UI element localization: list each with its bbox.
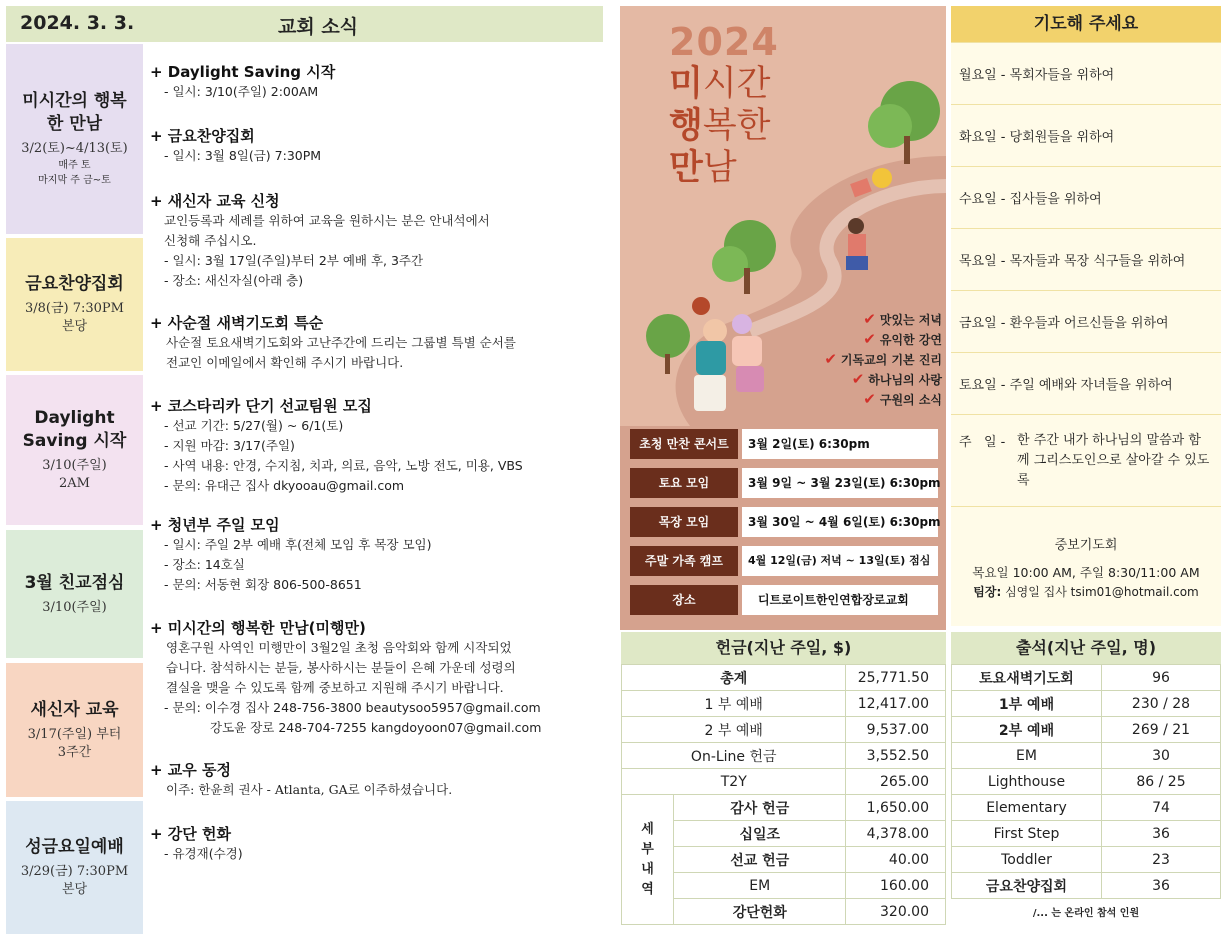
event-box-friday-praise [6, 238, 143, 371]
table-cell: 2 부 예배 [622, 717, 846, 743]
table-row [952, 873, 1221, 899]
table-cell: 총계 [622, 665, 846, 691]
news-line: - 일시: 3/10(주일) 2:00AM [164, 84, 319, 99]
table-row [952, 717, 1221, 743]
news-line: 전교인 이메일에서 확인해 주시기 바랍니다. [166, 355, 404, 370]
table-cell: 269 / 21 [1102, 717, 1221, 743]
news-line: 교인등록과 세례를 위하여 교육을 원하시는 분은 안내석에서 [164, 213, 490, 228]
table-cell: 9,537.00 [846, 717, 946, 743]
prayer-item: 목요일 - 목자들과 목장 식구들을 위하여 [951, 228, 1221, 290]
news-item [150, 618, 600, 738]
event-sub: 마지막 주 금~토 [38, 175, 111, 186]
check-item: ✔ 유익한 강연 [863, 330, 942, 348]
news-item [150, 760, 600, 800]
intercession-leader-row [973, 583, 1198, 600]
intercession-time: 목요일 10:00 AM, 주일 8:30/11:00 AM [972, 564, 1200, 580]
event-date: 3/2(토)~4/13(토) [21, 141, 128, 156]
table-cell: 4,378.00 [846, 821, 946, 847]
news-line: - 일시: 주일 2부 예배 후(전체 모임 후 목장 모임) [164, 537, 432, 552]
schedule-row [630, 585, 938, 615]
schedule-row [630, 546, 938, 576]
table-row [622, 691, 946, 717]
table-cell: 금요찬양집회 [952, 873, 1102, 899]
news-line: 습니다. 참석하시는 분들, 봉사하시는 분들이 은혜 가운데 성령의 [166, 660, 516, 675]
table-cell: 십일조 [674, 821, 846, 847]
poster-title-bold: 미 [669, 64, 703, 104]
poster-title-line [669, 106, 770, 146]
news-line: 결실을 맺을 수 있도록 함께 중보하고 지원해 주시기 바랍니다. [166, 680, 504, 695]
event-box-good-friday [6, 801, 143, 934]
news-line: 신청해 주십시오. [164, 233, 257, 248]
news-item [150, 313, 600, 373]
news-line: 영혼구원 사역인 미행만이 3월2일 초청 음악회와 함께 시작되었 [166, 640, 512, 655]
table-cell: 265.00 [846, 769, 946, 795]
table-row [622, 743, 946, 769]
event-box-lunch [6, 530, 143, 658]
prayer-item: 월요일 - 목회자들을 위하여 [951, 42, 1221, 104]
event-title: 금요찬양집회 [25, 274, 124, 294]
table-cell: 1 부 예배 [622, 691, 846, 717]
event-box-newcomer [6, 663, 143, 797]
table-cell: First Step [952, 821, 1102, 847]
table-cell: 74 [1102, 795, 1221, 821]
table-cell: Lighthouse [952, 769, 1102, 795]
table-cell: 1부 예배 [952, 691, 1102, 717]
table-row [952, 743, 1221, 769]
check-item: ✔ 하나님의 사랑 [851, 370, 942, 388]
poster-title-line [669, 148, 737, 188]
schedule-value: 3월 30일 ~ 4월 6일(토) 6:30pm [742, 507, 938, 537]
offering-table [621, 664, 946, 925]
news-line: 이주: 한윤희 권사 - Atlanta, GA로 이주하셨습니다. [166, 782, 453, 797]
table-cell: EM [674, 873, 846, 899]
table-row [622, 769, 946, 795]
table-row [622, 717, 946, 743]
event-date: 3/10(주일) [42, 458, 107, 473]
table-row [952, 665, 1221, 691]
poster-title-light: 시간 [702, 64, 771, 104]
prayer-item: 수요일 - 집사들을 위하여 [951, 166, 1221, 228]
news-title: + 교우 동정 [150, 761, 231, 779]
table-cell: 12,417.00 [846, 691, 946, 717]
intercession-title: 중보기도회 [1054, 537, 1118, 553]
table-cell: 25,771.50 [846, 665, 946, 691]
page-title: 교회 소식 [278, 16, 359, 38]
news-title: + Daylight Saving 시작 [150, 63, 336, 81]
news-title: + 금요찬양집회 [150, 127, 255, 145]
bulletin-date: 2024. 3. 3. [20, 12, 135, 34]
schedule-value: 디트로이트한인연합장로교회 [742, 585, 938, 615]
table-cell: 토요새벽기도회 [952, 665, 1102, 691]
poster-title-light: 복한 [702, 106, 771, 146]
table-cell: 160.00 [846, 873, 946, 899]
news-item [150, 515, 600, 595]
schedule-row [630, 468, 941, 498]
table-cell: EM [952, 743, 1102, 769]
table-row [952, 795, 1221, 821]
news-line: - 문의: 서동현 회장 806-500-8651 [164, 577, 362, 592]
event-title: 미시간의 행복한 만남 [22, 91, 127, 134]
news-line: - 문의: 유대근 집사 dkyooau@gmail.com [164, 478, 405, 493]
table-cell: 230 / 28 [1102, 691, 1221, 717]
table-row [622, 665, 946, 691]
schedule-label: 장소 [630, 585, 738, 615]
attendance-note: /... 는 온라인 참석 인원 [1032, 908, 1140, 919]
prayer-item-sunday [951, 414, 1221, 506]
check-item: ✔ 구원의 소식 [863, 390, 942, 408]
news-title: + 미시간의 행복한 만남(미행만) [150, 619, 366, 637]
news-line: - 사역 내용: 안경, 수지침, 치과, 의료, 음악, 노방 전도, 미용, VBS [164, 458, 523, 473]
news-line: 강도윤 장로 248-704-7255 kangdoyoon07@gmail.com [210, 720, 542, 735]
news-title: + 새신자 교육 신청 [150, 192, 280, 210]
intercession-box [951, 506, 1221, 626]
offering-header: 헌금(지난 주일, $) [621, 632, 946, 664]
check-icon: ✔ [863, 330, 876, 348]
table-cell: Toddler [952, 847, 1102, 873]
schedule-label: 주말 가족 캠프 [630, 546, 738, 576]
news-line: - 유경재(수경) [164, 846, 243, 861]
event-poster [620, 6, 946, 630]
news-item [150, 62, 600, 102]
prayer-item: 화요일 - 당회원들을 위하여 [951, 104, 1221, 166]
table-cell: 1,650.00 [846, 795, 946, 821]
poster-year: 2024 [669, 20, 779, 64]
attendance-header: 출석(지난 주일, 명) [951, 632, 1221, 664]
schedule-row [630, 429, 938, 459]
schedule-value: 3월 9일 ~ 3월 23일(토) 6:30pm [742, 468, 938, 498]
table-row [952, 821, 1221, 847]
news-title: + 코스타리카 단기 선교팀원 모집 [150, 397, 372, 415]
table-row [952, 847, 1221, 873]
news-line: - 일시: 3월 8일(금) 7:30PM [164, 148, 322, 163]
table-cell: 320.00 [846, 899, 946, 925]
table-row [622, 795, 946, 821]
schedule-value: 3월 2일(토) 6:30pm [742, 429, 938, 459]
check-icon: ✔ [851, 370, 865, 388]
event-box-michigan [6, 44, 143, 234]
event-place: 본당 [61, 882, 88, 897]
check-item: ✔ 맛있는 저녁 [863, 310, 942, 328]
schedule-row [630, 507, 941, 537]
check-icon: ✔ [824, 350, 837, 368]
table-cell: 86 / 25 [1102, 769, 1221, 795]
poster-title-light: 남 [702, 148, 737, 188]
event-date: 3/29(금) 7:30PM [20, 864, 129, 879]
event-box-daylight [6, 375, 143, 525]
event-place: 3주간 [57, 744, 92, 760]
table-cell: T2Y [622, 769, 846, 795]
poster-title-line [669, 64, 770, 104]
news-title: + 사순절 새벽기도회 특순 [150, 314, 324, 332]
table-cell: 강단헌화 [674, 899, 846, 925]
table-cell: 2부 예배 [952, 717, 1102, 743]
check-icon: ✔ [863, 390, 876, 408]
poster-title-bold: 만 [669, 148, 703, 188]
table-cell: 23 [1102, 847, 1221, 873]
news-line: - 문의: 이수경 집사 248-756-3800 beautysoo5957@gmail.com [164, 700, 541, 715]
prayer-text: 한 주간 내가 하나님의 말씀과 함께 그리스도인으로 살아갈 수 있도록 [1017, 433, 1210, 488]
table-cell: 감사 헌금 [674, 795, 846, 821]
event-place: 본당 [61, 319, 88, 334]
event-title: 성금요일예배 [25, 837, 124, 857]
schedule-label: 목장 모임 [630, 507, 738, 537]
event-title: 3월 친교점심 [24, 572, 125, 593]
table-cell: On-Line 헌금 [622, 743, 846, 769]
event-date: 3/17(주일) 부터 [27, 726, 122, 742]
header-bar [6, 6, 603, 42]
table-cell: Elementary [952, 795, 1102, 821]
news-line: - 장소: 새신자실(아래 층) [164, 273, 304, 288]
prayer-item: 토요일 - 주일 예배와 자녀들을 위하여 [951, 352, 1221, 414]
event-title: 새신자 교육 [30, 699, 119, 720]
table-cell: 30 [1102, 743, 1221, 769]
news-item [150, 396, 600, 496]
news-line: - 선교 기간: 5/27(월) ~ 6/1(토) [164, 418, 344, 433]
event-place: 2AM [59, 476, 90, 491]
schedule-label: 초청 만찬 콘서트 [630, 429, 738, 459]
attendance-table [951, 664, 1221, 899]
poster-checklist [796, 310, 942, 410]
news-line: - 일시: 3월 17일(주일)부터 2부 예배 후, 3주간 [164, 253, 424, 268]
event-date: 3/10(주일) [42, 599, 107, 615]
news-title: + 청년부 주일 모임 [150, 516, 280, 534]
news-item [150, 126, 600, 166]
news-item [150, 824, 600, 864]
news-line: - 지원 마감: 3/17(주일) [164, 438, 295, 453]
prayer-item: 금요일 - 환우들과 어르신들을 위하여 [951, 290, 1221, 352]
check-icon: ✔ [863, 310, 876, 328]
schedule-label: 토요 모임 [630, 468, 738, 498]
news-line: - 장소: 14호실 [164, 557, 245, 572]
table-cell: 40.00 [846, 847, 946, 873]
event-title: Daylight Saving 시작 [22, 408, 127, 451]
table-row [952, 691, 1221, 717]
table-cell: 3,552.50 [846, 743, 946, 769]
event-date: 3/8(금) 7:30PM [24, 301, 124, 316]
prayer-header: 기도해 주세요 [951, 6, 1221, 42]
news-title: + 강단 헌화 [150, 825, 231, 843]
intercession-leader-label: 팀장: [973, 584, 1002, 599]
table-cell: 36 [1102, 873, 1221, 899]
table-cell: 96 [1102, 665, 1221, 691]
poster-title-bold: 행 [669, 106, 703, 146]
news-line: 사순절 토요새벽기도회와 고난주간에 드리는 그룹별 특별 순서를 [166, 335, 516, 350]
table-cell: 선교 헌금 [674, 847, 846, 873]
event-sub: 매주 토 [58, 160, 91, 171]
check-item: ✔ 기독교의 기본 진리 [824, 350, 942, 368]
detail-side-label: 세 부 내 역 [622, 795, 674, 925]
schedule-value: 4월 12일(금) 저녁 ~ 13일(토) 점심 [742, 546, 938, 576]
news-item [150, 191, 600, 291]
table-cell: 36 [1102, 821, 1221, 847]
intercession-leader: 심영일 집사 tsim01@hotmail.com [1005, 584, 1199, 599]
table-row [952, 769, 1221, 795]
prayer-day: 주 일 - [959, 435, 1006, 450]
